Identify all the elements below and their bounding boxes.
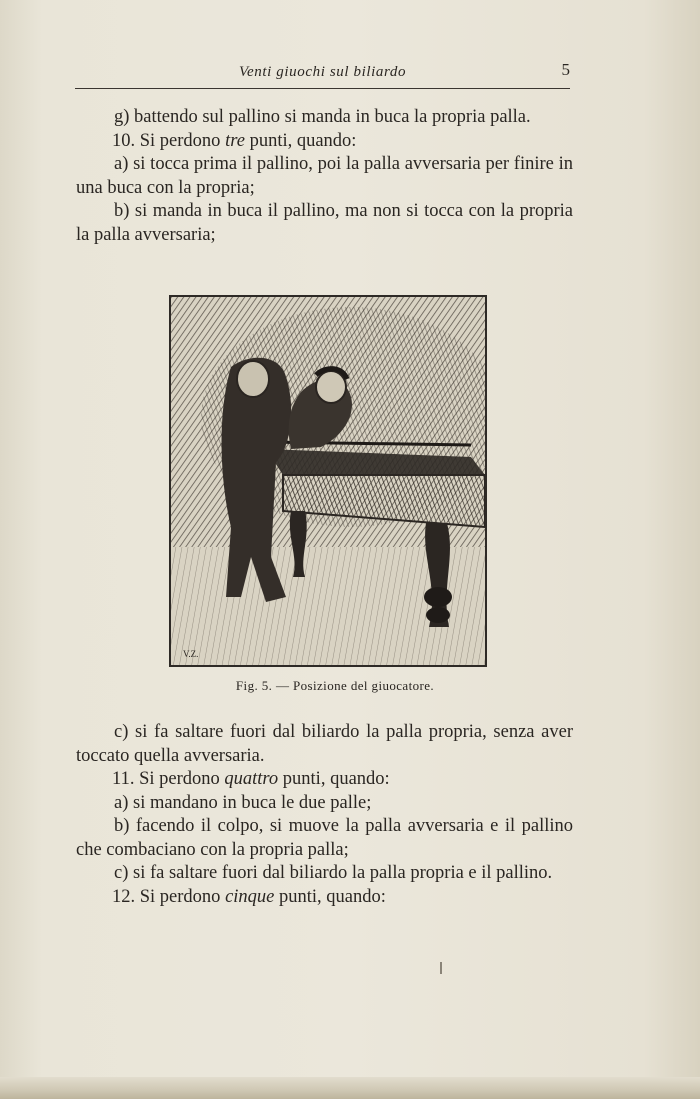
rule-11-emph: quattro [224, 769, 279, 789]
rule-11b: b) facendo il colpo, si muove la palla avversaria e il pallino che combaciano con la propria palla; [76, 816, 573, 860]
page-number: 5 [561, 60, 570, 79]
engraver-signature: V.Z. [183, 649, 199, 659]
rule-11c: c) si fa saltare fuori dal biliardo la palla propria e il pallino. [114, 863, 553, 883]
rule-12-heading [76, 886, 573, 910]
running-head [75, 58, 570, 89]
rule-11-suffix: punti, quando: [278, 769, 390, 789]
rule-11-prefix: 11. Si perdono [112, 769, 225, 789]
billiard-player-illustration [171, 297, 485, 665]
page-bottom-edge [0, 1077, 700, 1099]
figure-caption: Fig. 5. — Posizione del giuocatore. [235, 678, 435, 693]
rule-10b: b) si manda in buca il pallino, ma non si tocca con la propria la palla avversaria; [76, 201, 573, 245]
running-title: Venti giuochi sul biliardo [238, 64, 407, 80]
rule-11-heading [76, 768, 573, 792]
rule-12-prefix: 12. Si perdono [112, 886, 226, 907]
rule-10a: a) si tocca prima il pallino, poi la palla avversaria per finire in una buca con la propria; [76, 154, 573, 198]
rule-g: g) battendo sul pallino si manda in buca la propria palla. [114, 107, 531, 127]
rule-10-emph: tre [225, 130, 245, 151]
rule-12-suffix: punti, quando: [274, 886, 386, 907]
figure-engraving [169, 295, 487, 667]
lower-text-block [76, 721, 573, 909]
rule-10-heading [76, 130, 573, 154]
rule-11a: a) si mandano in buca le due palle; [114, 792, 372, 813]
rule-10-prefix: 10. Si perdono [112, 130, 226, 151]
player-head [237, 361, 269, 397]
rule-12-emph: cinque [225, 886, 275, 907]
upper-text-block [76, 106, 573, 247]
printer-mark [440, 962, 442, 974]
rule-10c: c) si fa saltare fuori dal biliardo la palla propria, senza aver toccato quella avversaria. [76, 722, 573, 766]
rule-10-suffix: punti, quando: [244, 130, 357, 151]
